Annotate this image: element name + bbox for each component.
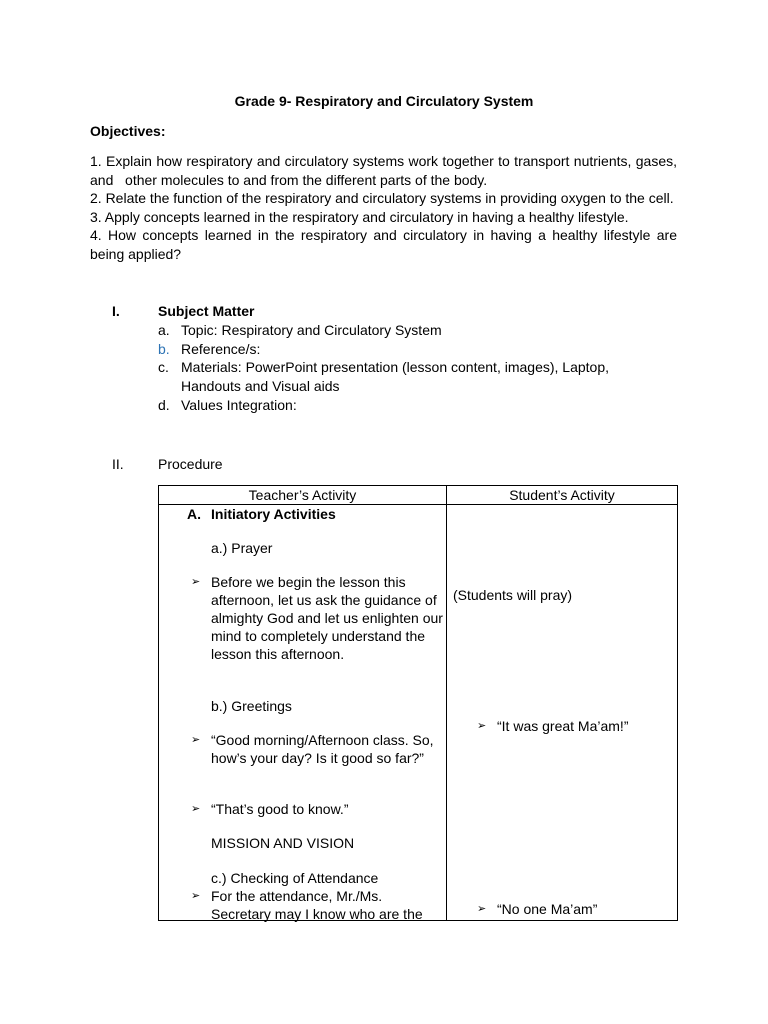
- arrow-bullet-icon: ➢: [477, 903, 487, 915]
- prayer-text: Before we begin the lesson this afternoon, let us ask the guidance of almighty God and let us enlighten our mind to completely understand the lesson this afternoon.: [211, 574, 443, 662]
- procedure-table: [158, 485, 678, 921]
- initiatory-activities-heading: Initiatory Activities: [211, 506, 336, 522]
- teacher-activity-header: Teacher’s Activity: [159, 486, 447, 505]
- arrow-bullet-icon: ➢: [191, 734, 201, 746]
- subject-matter-heading: Subject Matter: [158, 303, 255, 319]
- list-text: Reference/s:: [181, 340, 261, 357]
- mission-vision-label: MISSION AND VISION: [211, 835, 355, 851]
- list-letter: d.: [158, 397, 170, 413]
- students-pray-text: (Students will pray): [453, 587, 573, 603]
- student-greeting-reply: “It was great Ma’am!”: [497, 718, 629, 734]
- list-letter: a.: [158, 322, 170, 338]
- attendance-text: For the attendance, Mr./Ms. Secretary may I know who are the: [211, 888, 423, 922]
- good-to-know-text: “That’s good to know.”: [211, 801, 349, 817]
- objective-item: 4. How concepts learned in the respiratory and circulatory in having a healthy lifestyle are being applied?: [90, 227, 677, 262]
- greeting-text: “Good morning/Afternoon class. So, how’s your day? Is it good so far?”: [211, 732, 434, 766]
- document-title: Grade 9- Respiratory and Circulatory System: [234, 93, 534, 109]
- arrow-bullet-icon: ➢: [191, 890, 201, 902]
- list-letter: c.: [158, 359, 169, 375]
- list-text: Materials: PowerPoint presentation (lesson content, images), Laptop, Handouts and Visual aids: [181, 359, 610, 394]
- objective-item: 1. Explain how respiratory and circulatory systems work together to transport nutrients, gases, and other molecules to and from the different parts of the body.: [90, 153, 681, 188]
- objectives-list: [90, 152, 681, 263]
- list-item: [158, 358, 658, 395]
- arrow-bullet-icon: ➢: [191, 576, 201, 588]
- arrow-bullet-icon: ➢: [477, 720, 487, 732]
- subject-matter-list: [158, 321, 658, 415]
- section-numeral-2: II.: [112, 456, 124, 472]
- list-text: Topic: Respiratory and Circulatory System: [181, 322, 442, 338]
- objective-item: 3. Apply concepts learned in the respiratory and circulatory in having a healthy lifestyle.: [90, 208, 629, 225]
- objective-item: 2. Relate the function of the respiratory and circulatory systems in providing oxygen to the cell.: [90, 190, 674, 206]
- section-letter: A.: [187, 506, 201, 522]
- objectives-heading: Objectives:: [90, 123, 166, 139]
- list-item: [158, 396, 658, 415]
- table-row: [159, 505, 678, 921]
- teacher-activity-cell: [159, 505, 447, 921]
- list-text: Values Integration:: [181, 397, 297, 413]
- student-activity-header: Student’s Activity: [447, 486, 678, 505]
- greetings-label: b.) Greetings: [211, 698, 292, 714]
- list-letter: b.: [158, 340, 170, 357]
- student-activity-cell: [447, 505, 678, 921]
- section-numeral-1: I.: [112, 303, 120, 319]
- list-item: [158, 340, 658, 359]
- prayer-label: a.) Prayer: [211, 540, 273, 556]
- procedure-heading: Procedure: [158, 456, 223, 472]
- list-item: [158, 321, 658, 340]
- attendance-label: c.) Checking of Attendance: [211, 870, 379, 886]
- table-header-row: [159, 486, 678, 505]
- student-attendance-reply: “No one Ma’am”: [497, 901, 598, 917]
- arrow-bullet-icon: ➢: [191, 803, 201, 815]
